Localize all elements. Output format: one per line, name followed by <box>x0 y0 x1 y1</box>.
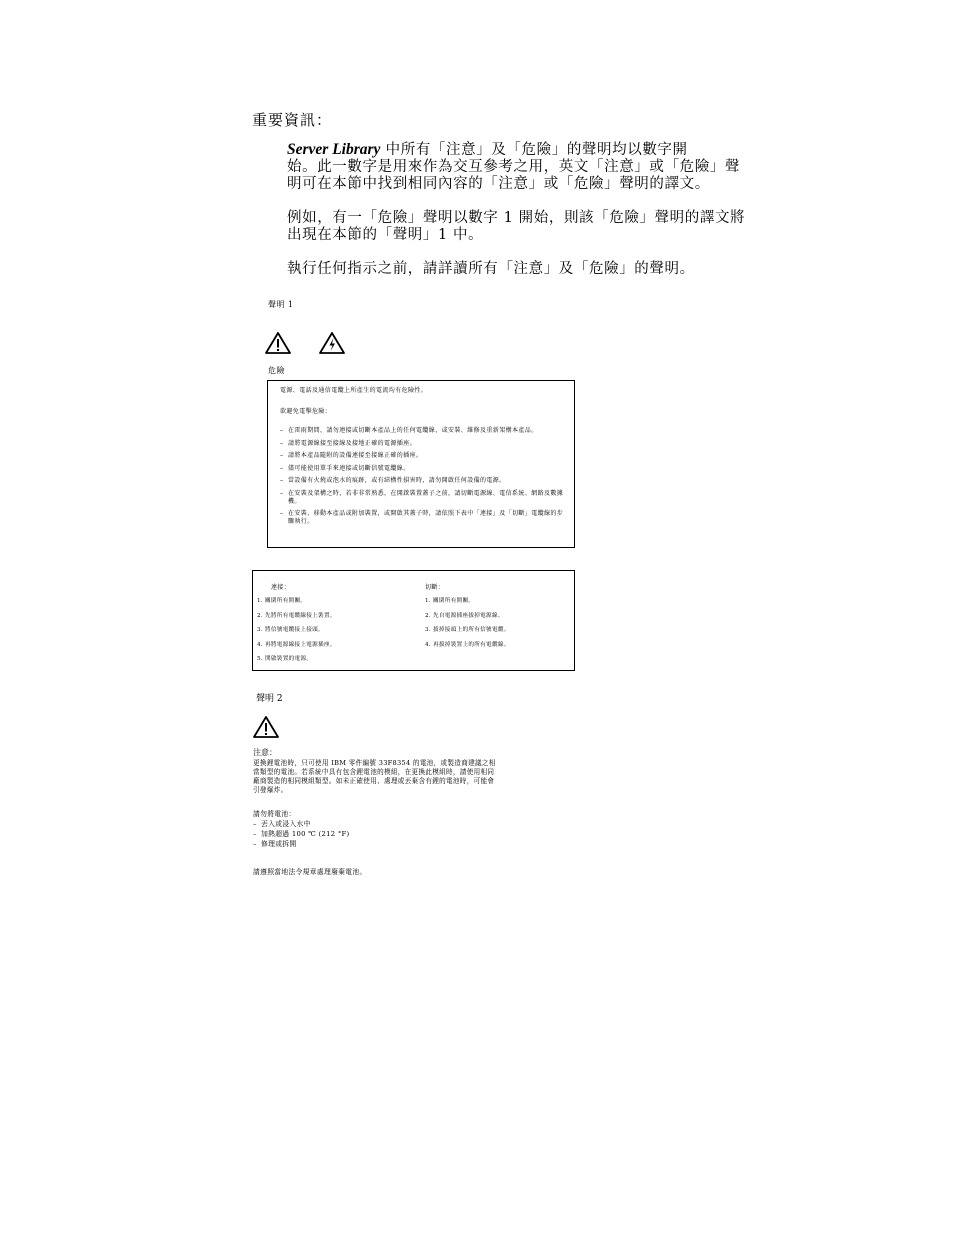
intro-p1-line1-rest: 中所有「注意」及「危險」的聲明均以數字開 <box>380 142 688 158</box>
caution-line-4: 引發爆炸。 <box>253 786 288 794</box>
intro-paragraph-1 <box>287 141 787 193</box>
list-item: 4. 再將電源線接上電源插座。 <box>257 641 336 648</box>
list-item: – 修理或拆開 <box>253 839 350 849</box>
list-item: – 請將本產品隨附的設備連接至接線正確的插座。 <box>280 452 566 460</box>
intro-paragraph-2 <box>287 210 787 244</box>
statement-2-label: 聲明 2 <box>256 694 283 704</box>
danger-box-line-1: 電源、電話及通信電纜上所產生的電流均有危險性。 <box>280 387 428 394</box>
list-item: 1. 關閉所有開關。 <box>257 598 307 604</box>
list-item: – 在雷雨期間，請勿連接或切斷本產品上的任何電纜線，或安裝、維修及重新架構本產品。 <box>280 427 566 435</box>
list-item: – 加熱超過 100 ℃ (212 °F) <box>253 829 350 839</box>
intro-paragraph-3: 執行任何指示之前，請詳讀所有「注意」及「危險」的聲明。 <box>287 261 695 277</box>
do-not-items <box>253 819 350 849</box>
do-not-heading: 請勿將電池： <box>253 810 296 818</box>
list-item: 2. 先將所有電纜線接上裝置。 <box>257 612 336 619</box>
statement-1-label: 聲明 1 <box>268 300 294 309</box>
dispose-instruction: 請遵照當地法令規章處理廢棄電池。 <box>253 868 367 876</box>
intro-p1-line1 <box>287 141 787 159</box>
connect-steps <box>257 598 336 671</box>
electrical-hazard-icon <box>318 331 346 355</box>
danger-box-line-2: 欲避免電擊危險： <box>280 408 332 415</box>
intro-p2-line1: 例如，有一「危險」聲明以數字 1 開始，則該「危險」聲明的譯文將 <box>287 210 746 226</box>
danger-label: 危險 <box>268 366 285 375</box>
list-item: 2. 先自電源插座拔掉電源線。 <box>425 612 504 619</box>
list-item: 1. 關閉所有開關。 <box>425 598 475 604</box>
list-item: – 請將電源線接至接線及接地正確的電源插座。 <box>280 440 566 448</box>
list-item: 3. 將信號電纜接上接頭。 <box>257 627 324 634</box>
caution-label: 注意： <box>253 748 277 757</box>
caution-line-1: 更換鋰電池時，只可使用 IBM 零件編號 33F8354 的電池，或製造商建議之相 <box>253 759 496 767</box>
list-item: – 在安裝及架構之時，若非非常熟悉，在開啟裝置蓋子之前，請切斷電源線、電信系統、網路及數據機。 <box>280 490 566 506</box>
danger-list <box>280 427 566 526</box>
caution-line-2: 當類型的電池。若系統中具有包含鋰電池的模組，在更換此模組時，請使用相同 <box>253 768 495 776</box>
battery-do-not-list <box>253 809 350 849</box>
disconnect-heading: 切斷： <box>425 584 445 591</box>
connect-heading: 連接： <box>271 584 291 591</box>
list-item: – 儘可能使用單手來連接或切斷信號電纜線。 <box>280 465 566 473</box>
intro-p1-line3: 明可在本節中找到相同內容的「注意」或「危險」聲明的譯文。 <box>287 176 710 192</box>
connect-disconnect-table <box>252 570 575 671</box>
warning-triangle-icon <box>252 715 280 739</box>
intro-p1-line2: 始。此一數字是用來作為交互參考之用，英文「注意」或「危險」聲 <box>287 159 740 175</box>
list-item: 3. 拔掉接頭上的所有信號電纜。 <box>425 627 510 634</box>
caution-line-3: 廠商製造的相同模組類型。如未正確使用、處理或丟棄含有鋰的電池時，可能會 <box>253 777 495 785</box>
list-item: – 在安裝、移動本產品或附加裝置，或開啟其蓋子時，請依照下表中「連接」及「切斷」電纜線的步驟執行。 <box>280 510 566 526</box>
section-heading: 重要資訊： <box>252 111 333 129</box>
danger-box <box>267 380 575 548</box>
caution-body <box>253 759 577 795</box>
server-library-title: Server Library <box>287 141 381 158</box>
warning-triangle-icon <box>264 331 292 355</box>
list-item: 4. 再拔掉裝置上的所有電纜線。 <box>425 641 510 648</box>
disconnect-steps <box>425 598 510 656</box>
intro-p2-line2: 出現在本節的「聲明」1 中。 <box>287 227 484 243</box>
list-item: – 當設備有火燒或泡水的痕跡，或有結構性損害時，請勿開啟任何設備的電源。 <box>280 477 566 485</box>
list-item: – 丟入或浸入水中 <box>253 819 350 829</box>
list-item: 5. 開啟裝置的電源。 <box>257 656 313 663</box>
